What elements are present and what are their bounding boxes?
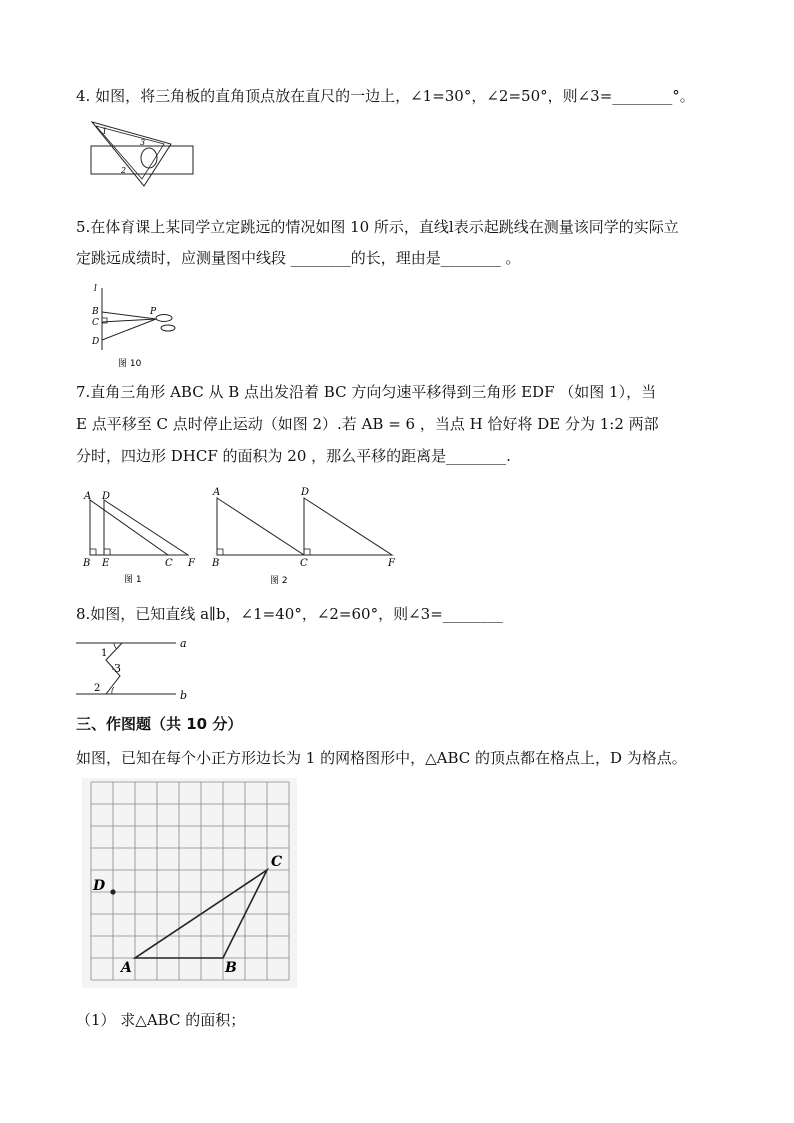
triangle-ABC xyxy=(217,498,304,555)
angle-2-label: 2 xyxy=(94,683,101,694)
fig1-caption: 图 1 xyxy=(124,575,142,585)
label-l: l xyxy=(94,284,97,294)
q7-figure-2 xyxy=(208,486,403,590)
fig2-label-F: F xyxy=(388,558,395,569)
q7-line2: E 点平移至 C 点时停止运动（如图 2）.若 AB = 6 ，当点 H 恰好将 DE 分为 1:2 两部 xyxy=(76,415,659,433)
grid-label-B: B xyxy=(225,960,237,976)
angle-1-label: 1 xyxy=(101,648,108,659)
fig1-label-D: D xyxy=(102,491,111,502)
q7-figure-1 xyxy=(80,488,205,590)
fig1-label-B: B xyxy=(83,558,91,569)
label-C: C xyxy=(92,318,99,328)
triangle-DEF xyxy=(104,500,188,555)
grid-label-A: A xyxy=(121,960,132,976)
fig2-label-A: A xyxy=(213,487,221,498)
grid-label-C: C xyxy=(271,854,283,870)
sub-question-1: （1） 求△ABC 的面积； xyxy=(76,1011,246,1029)
q5-line2: 定跳远成绩时，应测量图中线段 ________的长，理由是________ 。 xyxy=(76,249,521,267)
triangle-DCF xyxy=(304,498,392,555)
fig2-label-D: D xyxy=(301,487,310,498)
label-D: D xyxy=(92,337,100,347)
q5-line1: 5.在体育课上某同学立定跳远的情况如图 10 所示，直线l表示起跳线在测量该同学的实际立 xyxy=(76,218,679,236)
triangle-ABC xyxy=(90,500,168,555)
angle-2-label: 2 xyxy=(121,166,127,175)
fig2-label-C: C xyxy=(300,558,308,569)
fig10-caption: 图 10 xyxy=(118,359,142,369)
line-a-label: a xyxy=(180,637,187,650)
section-3-heading: 三、作图题（共 10 分） xyxy=(76,715,243,733)
grid-label-D: D xyxy=(93,878,106,894)
ruler xyxy=(91,146,193,174)
angle-1-label: 1 xyxy=(102,127,108,136)
line-b-label: b xyxy=(180,689,188,702)
fig1-label-C: C xyxy=(165,558,173,569)
angle-3-label: 3 xyxy=(114,662,121,675)
angle-3-label: 3 xyxy=(140,138,146,147)
fig2-label-B: B xyxy=(212,558,220,569)
fig1-label-A: A xyxy=(84,491,92,502)
grid-figure xyxy=(82,778,297,988)
q4-text: 4. 如图，将三角板的直角顶点放在直尺的一边上，∠1=30°，∠2=50°，则∠3=________°。 xyxy=(76,87,695,105)
label-P: P xyxy=(150,307,157,317)
q8-figure xyxy=(76,632,196,704)
q4-figure xyxy=(88,118,198,188)
q5-figure xyxy=(88,282,183,372)
q7-line1: 7.直角三角形 ABC 从 B 点出发沿着 BC 方向匀速平移得到三角形 EDF （如图 1），当 xyxy=(76,383,657,401)
q8-text: 8.如图，已知直线 a∥b，∠1=40°，∠2=60°，则∠3=________ xyxy=(76,605,503,623)
section-3-intro: 如图，已知在每个小正方形边长为 1 的网格图形中，△ABC 的顶点都在格点上，D 为格点。 xyxy=(76,749,687,767)
label-B: B xyxy=(92,307,99,317)
fig1-label-F: F xyxy=(188,558,195,569)
point-D xyxy=(110,889,115,894)
q7-line3: 分时，四边形 DHCF 的面积为 20 ，那么平移的距离是________. xyxy=(76,447,511,465)
fig2-caption: 图 2 xyxy=(270,576,288,586)
fig1-label-E: E xyxy=(102,558,110,569)
